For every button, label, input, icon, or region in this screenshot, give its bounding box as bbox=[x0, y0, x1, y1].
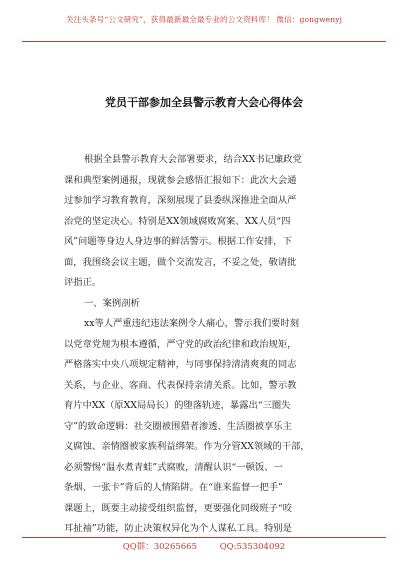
body-line: 耳扯袖”功能，防止决策权异化为个人谋私工具。特别是 bbox=[64, 523, 292, 534]
footer-divider bbox=[22, 537, 386, 538]
body-line: 义腐蚀、亲情圈被家族利益绑架。作为分管XX领域的干部， bbox=[64, 441, 310, 452]
body-line: 一、案例剖析 bbox=[84, 297, 140, 309]
body-line: 面，我围绕会议主题，做个交流发言，不妥之处，敬请批 bbox=[64, 256, 297, 268]
body-line: 风”问题等身边人身边事的鲜活警示。根据工作安排，下 bbox=[64, 236, 292, 247]
body-line: 以党章党规为根本遵循，严守党的政治纪律和政治规矩， bbox=[64, 338, 297, 350]
document-title: 党员干部参加全县警示教育大会心得体会 bbox=[105, 96, 303, 109]
header-banner: 关注头条号“公文研究”，获得最新最全最专业的公文资料库！ 微信：gongwenyj bbox=[65, 15, 343, 24]
footer-contact bbox=[0, 540, 408, 552]
document-body bbox=[64, 150, 346, 540]
body-line: 过参加学习教育教育，深刻展现了县委纵深推进全面从严 bbox=[64, 195, 297, 206]
body-line: 必须警惕“温水煮青蛙”式腐败，清醒认识“一顿饭、一 bbox=[64, 461, 283, 473]
body-line: 课题上，既要主动接受组织监督，更要强化同级班子“咬 bbox=[64, 502, 292, 514]
header-divider bbox=[22, 41, 386, 42]
body-line: 关系，与企业、客商、代表保持亲清关系。比如，警示教 bbox=[64, 379, 297, 391]
body-line: 评指正。 bbox=[64, 277, 102, 288]
body-line: 守”的致命逻辑：社交圈被围猎者渗透、生活圈被享乐主 bbox=[64, 420, 292, 432]
footer-qq-group: QQ群：30265665 bbox=[122, 542, 197, 552]
body-line: 条烟、一张卡”背后的人情陷阱。在“谁来监督一把手” bbox=[64, 482, 283, 493]
footer-qq-number: QQ:535304092 bbox=[219, 542, 286, 552]
body-line: 育片中XX（原XX局局长）的堕落轨迹，暴露出“三圈失 bbox=[64, 400, 291, 411]
body-line: xx等人严重违纪违法案例令人痛心，警示我们要时刻 bbox=[84, 318, 300, 329]
body-line: 根据全县警示教育大会部署要求，结合XX书记廉政党 bbox=[84, 154, 302, 165]
body-line: 课和典型案例通报，现就参会感悟汇报如下：此次大会通 bbox=[64, 174, 297, 186]
body-line: 治党的坚定决心。特别是XX领域腐败窝案、XX人员“四 bbox=[64, 215, 291, 227]
body-line: 严格落实中央八项规定精神，与同事保持清清爽爽的同志 bbox=[64, 359, 297, 370]
